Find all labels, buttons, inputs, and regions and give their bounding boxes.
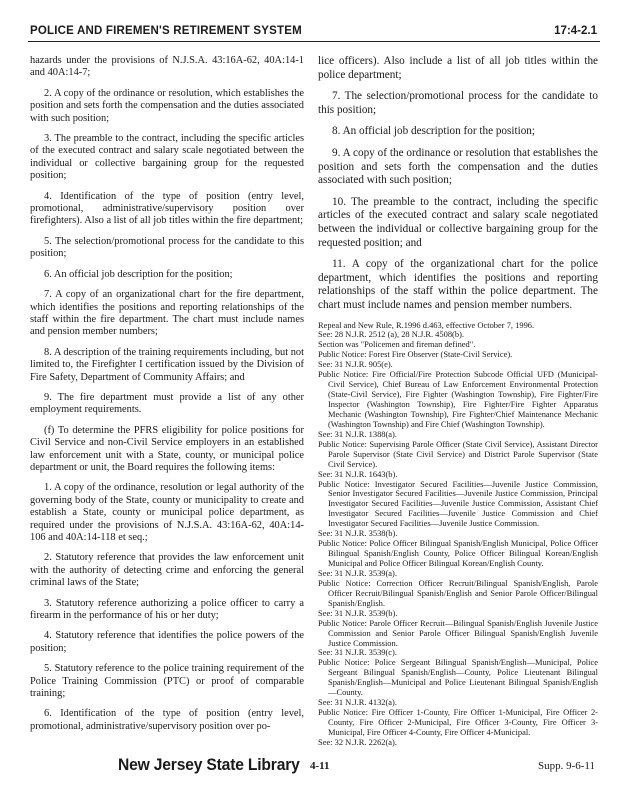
paragraph: 7. A copy of an organizational chart for the fire department, which identifies the positions and reporting relationships of the staff within the fire department. The chart must include names and pension member numbers; [30, 289, 304, 338]
paragraph: 10. The preamble to the contract, including the specific articles of the executed contract and salary scale negotiated between the individual or collective bargaining group for the requested position; and [318, 195, 598, 249]
history-note: See: 32 N.J.R. 2262(a). [318, 736, 397, 747]
history-note: Repeal and New Rule, R.1996 d.463, effective October 7, 1996. [318, 319, 535, 330]
history-note: See: 31 N.J.R. 4132(a). [318, 697, 397, 708]
history-note: Public Notice: Police Sergeant Bilingual Spanish/English—Municipal, Police Sergeant Bilingual Spanish/English—County, Police Lieutenant Bilingual Spanish/English—Municipal and Police Lieutenant Bilingual Spanish/English—County. [318, 657, 598, 698]
history-note: Public Notice: Forest Fire Observer (State-Civil Service). [318, 349, 513, 360]
paragraph: (f) To determine the PFRS eligibility for police positions for Civil Service and non-Civil Service employers in an established law enforcement unit with a State, county, or municipal police department or unit, the Board requires the following items: [30, 424, 304, 473]
history-note: Public Notice: Police Officer Bilingual Spanish/English Municipal, Police Officer Bilingual Spanish/English County, Police Officer Bilingual Korean/English Municipal and Police Officer Bilingual Korean/English County. [318, 538, 598, 568]
paragraph: 9. The fire department must provide a list of any other employment requirements. [30, 391, 304, 416]
history-note: See: 31 N.J.R. 3539(c). [318, 647, 397, 658]
right-column [318, 55, 598, 748]
paragraph: 8. An official job description for the position; [332, 125, 536, 138]
history-note: See: 28 N.J.R. 2512 (a), 28 N.J.R. 4508(b). [318, 329, 465, 340]
page-number: 4-11 [310, 760, 330, 772]
paragraph: 1. A copy of the ordinance, resolution or legal authority of the governing body of the State, county or municipality to create and establish a State, county or municipal police department, as required under the provisions of N.J.S.A. 43:16A-62, 40A:14-106 and 40A:14-118 et seq.; [30, 482, 304, 543]
paragraph: 7. The selection/promotional process for the candidate to this position; [318, 90, 598, 116]
history-note: See: 31 N.J.R. 905(e). [318, 359, 393, 370]
paragraph: hazards under the provisions of N.J.S.A. 43:16A-62, 40A:14-1 and 40A:14-7; [30, 55, 304, 79]
paragraph: 3. Statutory reference authorizing a police officer to carry a firearm in the performance of his or her duty; [30, 597, 304, 622]
history-note: Public Notice: Parole Officer Recruit—Bilingual Spanish/English Juvenile Justice Commission and Senior Parole Officer Bilingual Spanish/English Juvenile Justice Commission. [318, 617, 598, 648]
running-header-title: POLICE AND FIREMEN'S RETIREMENT SYSTEM [30, 25, 302, 37]
paragraph: 5. The selection/promotional process for the candidate to this position; [30, 235, 304, 260]
paragraph: 6. Identification of the type of position (entry level, promotional, administrative/supervisory position over po- [30, 708, 304, 732]
paragraph: 4. Statutory reference that identifies the police powers of the position; [30, 630, 304, 654]
paragraph: 11. A copy of the organizational chart for the police department, which identifies the positions and reporting relationships of the staff within the police department. The chart must include names and pension member numbers. [318, 258, 598, 311]
history-note: Public Notice: Fire Officer 1-County, Fire Officer 1-Municipal, Fire Officer 2-County, Fire Officer 2-Municipal, Fire Officer 3-County, Fire Officer 3-Municipal, Fire Officer 4-County, Fire Officer 4-Municipal. [318, 707, 598, 737]
history-note: See: 31 N.J.R. 3539(a). [318, 567, 397, 578]
running-header-section: 17:4-2.1 [554, 25, 597, 37]
header-rule [28, 41, 600, 42]
history-note: See: 31 N.J.R. 1643(b). [318, 468, 398, 479]
paragraph: 5. Statutory reference to the police training requirement of the Police Training Commission (PTC) or proof of comparable training; [30, 663, 304, 700]
history-note: See: 31 N.J.R. 3539(b). [318, 607, 398, 618]
paragraph: 8. A description of the training requirements including, but not limited to, the Firefighter I certification issued by the Division of Fire Safety, Department of Community Affairs; and [30, 346, 305, 383]
paragraph: 9. A copy of the ordinance or resolution that establishes the position and sets forth the compensation and the duties associated with such position; [318, 146, 598, 187]
library-watermark: New Jersey State Library [118, 755, 300, 774]
history-note: Public Notice: Investigator Secured Facilities—Juvenile Justice Commission, Senior Investigator Secured Facilities—Juvenile Justice Commission, Principal Investigator Secured Facilities—Juvenile Justice Commission, Assistant Chief Investigator Secured Facilities—Juvenile Justice Commission and Chief Investigator Secured Facilities—Juvenile Justice Commission. [318, 478, 598, 529]
history-note: Public Notice: Fire Official/Fire Protection Subcode Official UFD (Municipal-Civil Service), Chief Bureau of Law Enforcement Environmental Protection (State-Civil Service), Fire Fighter (Washington Township), Fire Fighter/Fire Inspector (Washington Township), Fire Fighter/Fire Fighter Apparatus Mechanic (Washington Township), Fire Fighter/Chief Maintenance Mechanic (Washington Township) and Fire Chief (Washington Township). [318, 369, 598, 429]
history-note: Section was "Policemen and fireman defined". [318, 339, 476, 350]
paragraph: 6. An official job description for the position; [44, 268, 233, 280]
history-note: See: 31 N.J.R. 3538(b). [318, 528, 398, 539]
history-notes [318, 321, 598, 748]
history-note: Public Notice: Correction Officer Recruit/Bilingual Spanish/English, Parole Officer Recruit/Bilingual Spanish/English and Senior Parole Officer/Bilingual Spanish/English. [318, 577, 598, 608]
paragraph: 2. A copy of the ordinance or resolution, which establishes the position and sets forth the compensation and the duties associated with such position; [30, 87, 304, 124]
paragraph: lice officers). Also include a list of all job titles within the police department; [318, 55, 598, 81]
supplement-date: Supp. 9-6-11 [537, 760, 595, 772]
paragraph: 4. Identification of the type of position (entry level, promotional, administrative/supervisory position over firefighters). Also a list of all job titles within the fire department; [30, 190, 304, 227]
left-column [30, 55, 304, 741]
page-footer [0, 755, 625, 785]
history-note: Public Notice: Supervising Parole Officer (State Civil Service), Assistant Director Parole Supervisor (State Civil Service) and District Parole Supervisor (State Civil Service). [318, 438, 598, 469]
paragraph: 2. Statutory reference that provides the law enforcement unit with the authority of detecting crime and enforcing the general criminal laws of the State; [30, 552, 304, 589]
paragraph: 3. The preamble to the contract, including the specific articles of the executed contract and salary scale negotiated between the individual or collective bargaining group for the requested position; [30, 133, 304, 182]
history-note: See: 31 N.J.R. 1388(a). [318, 428, 397, 439]
